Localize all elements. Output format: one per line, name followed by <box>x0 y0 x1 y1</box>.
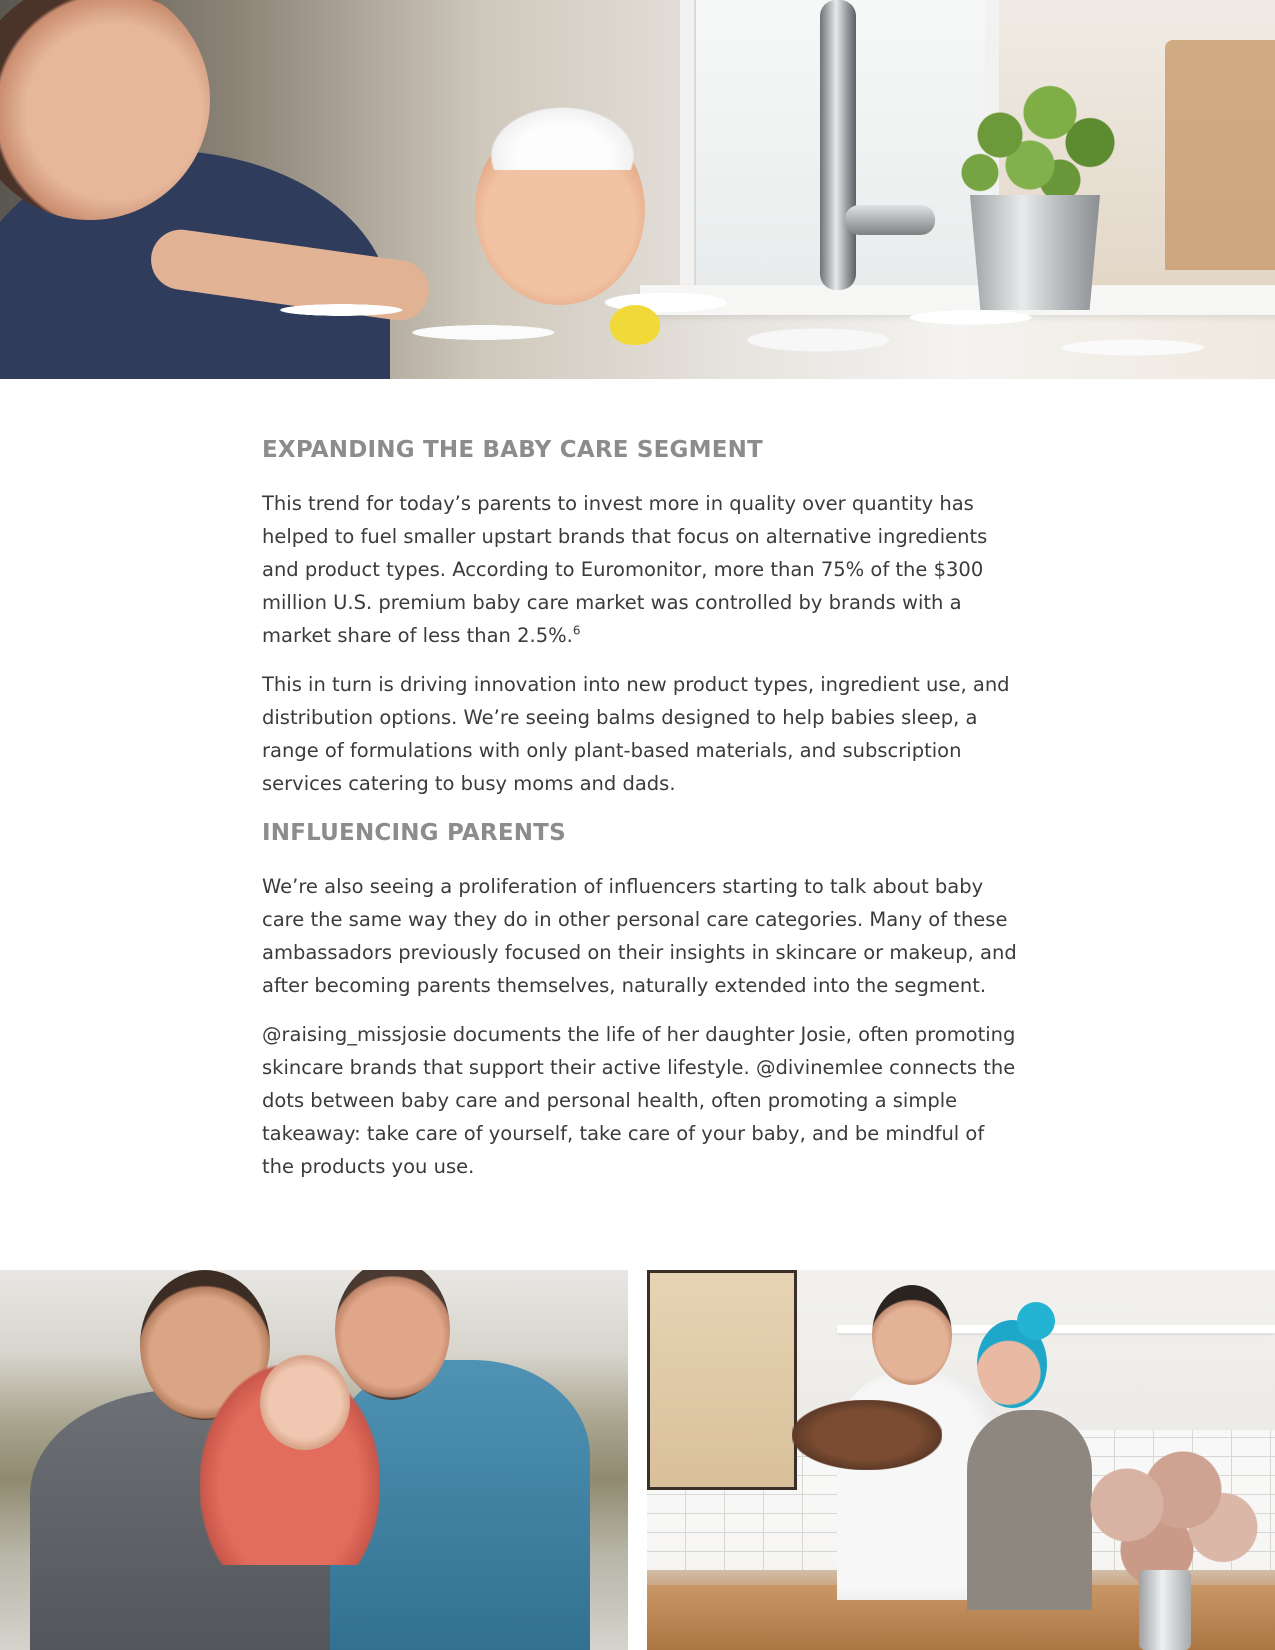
bottom-right-photo <box>647 1270 1275 1650</box>
baby-shape <box>792 1400 942 1470</box>
article-body <box>262 433 1022 1199</box>
father-head-shape <box>872 1285 952 1385</box>
footnote-ref: 6 <box>572 623 581 638</box>
faucet-shape <box>820 0 856 290</box>
plant-shape <box>940 60 1140 210</box>
paragraph: This in turn is driving innovation into new product types, ingredient use, and distribution options. We’re seeing balms designed to help babies sleep, a range of formulations with only plant-based materials, and subscription services catering to busy moms and dads. <box>262 673 1010 795</box>
baby-head-shape <box>260 1355 350 1450</box>
hair-bun-shape <box>1017 1302 1055 1340</box>
poster-shape <box>647 1270 797 1490</box>
paragraph-text: This trend for today’s parents to invest more in quality over quantity has helped to fuel smaller upstart brands that focus on alternative ingredients and product types. According to Euromonitor, more than 75% of the $300 million U.S. premium baby care market was controlled by brands with a market share of less than 2.5%. <box>262 492 988 647</box>
bottom-left-photo <box>0 1270 628 1650</box>
rubber-duck-shape <box>610 305 660 345</box>
paragraph: We’re also seeing a proliferation of influencers starting to talk about baby care the same way they do in other personal care categories. Many of these ambassadors previously focused on their insights in skincare or makeup, and after becoming parents themselves, naturally extended into the segment. <box>262 875 1017 997</box>
paragraph <box>262 487 1022 652</box>
hero-photo <box>0 0 1275 379</box>
vase-shape <box>1139 1570 1191 1650</box>
paragraph: @raising_missjosie documents the life of her daughter Josie, often promoting skincare brands that support their active lifestyle. @divinemlee connects the dots between baby care and personal health, often promoting a simple takeaway: take care of yourself, take care of your baby, and be mindful of the products you use. <box>262 1023 1016 1178</box>
section-heading: EXPANDING THE BABY CARE SEGMENT <box>262 437 763 463</box>
toy-house-shape <box>1165 40 1275 270</box>
foam-on-head-shape <box>480 100 645 170</box>
bath-foam-shape <box>260 250 1275 379</box>
section-heading: INFLUENCING PARENTS <box>262 820 566 846</box>
faucet-spout-shape <box>845 205 935 235</box>
